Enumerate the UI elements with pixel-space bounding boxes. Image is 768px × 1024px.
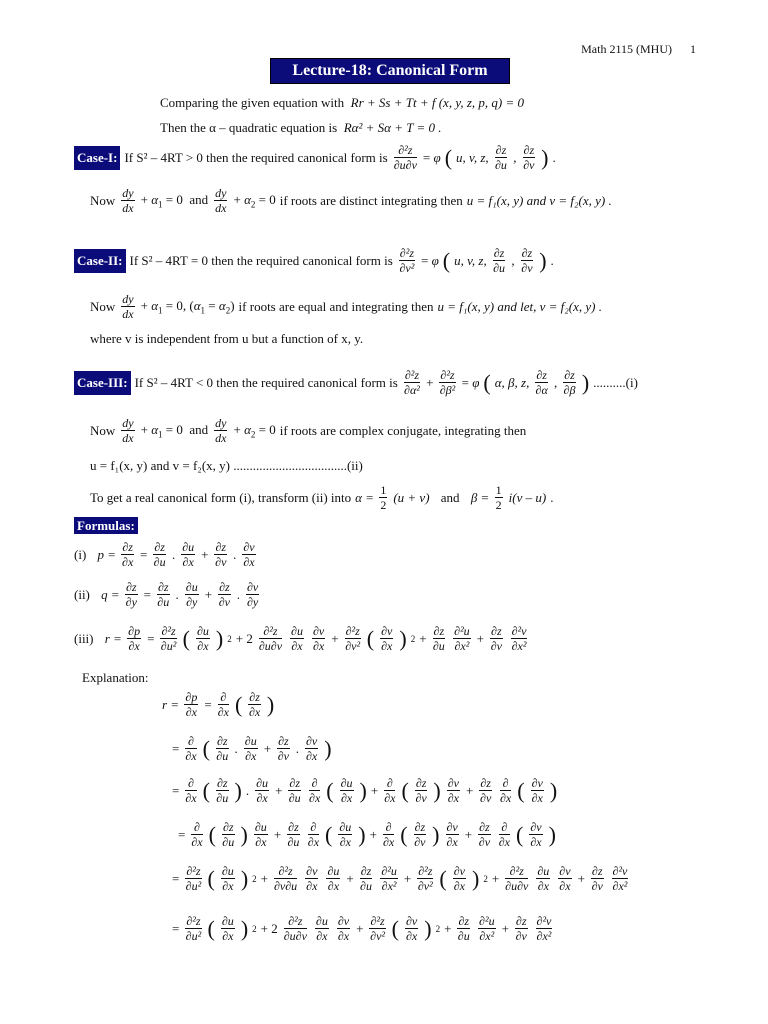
explanation-step-6: = $\frac{\text{∂²z}}{\text{∂u²}}$ ( $\frac{\partial u}{\partial x}$ ) 2 + 2 $\frac{\text{∂²z}}{\partial u\partial v}$ $\frac{\partial u}{\partial x}$ $\frac{\partial v}{\partial x}$ + $\frac{\text{∂²z}}{\text{∂v²}}$ ( $\frac{\partial v}{\partial x}$ ) 2 + $\frac{\partial z}{\partial u}$ $\frac{\text{∂²u}}{\text{∂x²}}$ + $\frac{\partial z}{\partial v}$ $\frac{\text{∂²v}}{\text{∂x²}}$ bbox=[172, 914, 552, 943]
formula-iii: (iii) r = $\frac{\partial p}{\partial x}$ = $\frac{\text{∂²z}}{\text{∂u²}}$ ( $\frac{\partial u}{\partial x}$ ) 2 + 2 $\frac{\text{∂²z}}{\partial u\partial v}$ $\frac{\partial u}{\partial x}$ $\frac{\partial v}{\partial x}$ + $\frac{\text{∂²z}}{\text{∂v²}}$ ( $\frac{\partial v}{\partial x}$ ) 2 + $\frac{\partial z}{\partial u}$ $\frac{\text{∂²u}}{\text{∂x²}}$ + $\frac{\partial z}{\partial v}$ $\frac{\text{∂²v}}{\text{∂x²}}$ bbox=[74, 624, 527, 653]
case-3-condition: If S² – 4RT < 0 then the required canonical form is bbox=[134, 374, 398, 390]
case-2-note: where v is independent from u but a function of x, y. bbox=[90, 331, 364, 346]
formula-i: (i) p = $\frac{\partial z}{\partial x}$ = $\frac{\partial z}{\partial u}$ . $\frac{\partial u}{\partial x}$ + $\frac{\partial z}{\partial v}$ . $\frac{\partial v}{\partial x}$ bbox=[74, 540, 255, 569]
case-3-label: Case-III: bbox=[74, 371, 131, 395]
general-equation: Rr + Ss + Tt + f (x, y, z, p, q) = 0 bbox=[350, 95, 525, 110]
formula-ii: (ii) q = $\frac{\partial z}{\partial y}$ = $\frac{\partial z}{\partial u}$ . $\frac{\partial u}{\partial y}$ + $\frac{\partial z}{\partial v}$ . $\frac{\partial v}{\partial y}$ bbox=[74, 580, 259, 609]
case-1-lhs: $\frac{\text{∂²z}}{\partial u\partial v}$ bbox=[393, 143, 417, 172]
case-1-now-row: Now $\frac{dy}{dx}$ + $\alpha_1 = 0$ and $\frac{dy}{dx}$ + $\alpha_2 = 0$ if roots are distinct integrating then u = f₁(x, y) and v = f₂(x, y) . bbox=[90, 186, 612, 215]
case-3-transform-row: To get a real canonical form (i), transform (ii) into α = $\frac{1}{2}$ (u + v) and β = $\frac{1}{2}$ i(v – u) . bbox=[90, 483, 554, 512]
explanation-step-1: r = $\frac{\partial p}{\partial x}$ = $\frac{\partial}{\partial x}$ ( $\frac{\partial z}{\partial x}$ ) bbox=[162, 690, 275, 719]
equation-tag-i: ..........(i) bbox=[593, 374, 638, 390]
case-3-row: Case-III: If S² – 4RT < 0 then the required canonical form is $\frac{\text{∂²z}}{\text{∂α²}}$ + $\frac{\text{∂²z}}{\text{∂β²}}$ = φ ( α, β, z, $\frac{\partial z}{\partial\alpha}$ , $\frac{\partial z}{\partial\beta}$ ) ..........(i) bbox=[74, 368, 638, 397]
case-2-result: u = f₁(x, y) and let, v = f₂(x, y) . bbox=[437, 298, 602, 314]
page-number: 1 bbox=[690, 42, 696, 56]
case-1-label: Case-I: bbox=[74, 146, 120, 170]
case-2-now-row: Now $\frac{dy}{dx}$ + $\alpha_1 = 0$, $(\alpha_1 = \alpha_2)$ if roots are equal and integrating then u = f₁(x, y) and let, v = f₂(x, y) . bbox=[90, 292, 602, 321]
quadratic-equation: Rα² + Sα + T = 0 . bbox=[343, 120, 442, 135]
case-3-now-row: Now $\frac{dy}{dx}$ + $\alpha_1 = 0$ and $\frac{dy}{dx}$ + $\alpha_2 = 0$ if roots are complex conjugate, integrating then bbox=[90, 416, 527, 445]
page-header bbox=[581, 42, 696, 57]
case-3-result: u = f₁(x, y) and v = f₂(x, y) ...................................(ii) bbox=[90, 458, 363, 473]
case-2-row: Case-II: If S² – 4RT = 0 then the required canonical form is $\frac{\text{∂²z}}{\text{∂v²}}$ = φ ( u, v, z, $\frac{\partial z}{\partial u}$ , $\frac{\partial z}{\partial v}$ ) . bbox=[74, 246, 554, 275]
explanation-step-4: = $\frac{\partial}{\partial x}$ ( $\frac{\partial z}{\partial u}$ ) $\frac{\partial u}{\partial x}$ + $\frac{\partial z}{\partial u}$ $\frac{\partial}{\partial x}$ ( $\frac{\partial u}{\partial x}$ ) + $\frac{\partial}{\partial x}$ ( $\frac{\partial z}{\partial v}$ ) $\frac{\partial v}{\partial x}$ + $\frac{\partial z}{\partial v}$ $\frac{\partial}{\partial x}$ ( $\frac{\partial v}{\partial x}$ ) bbox=[178, 820, 556, 849]
case-1-row: Case-I: If S² – 4RT > 0 then the required canonical form is $\frac{\text{∂²z}}{\partial u\partial v}$ = φ ( u, v, z, $\frac{\partial z}{\partial u}$ , $\frac{\partial z}{\partial v}$ ) . bbox=[74, 143, 556, 172]
case-2-label: Case-II: bbox=[74, 249, 126, 273]
lecture-title: Lecture-18: Canonical Form bbox=[270, 58, 510, 84]
explanation-step-5: = $\frac{\text{∂²z}}{\text{∂u²}}$ ( $\frac{\partial u}{\partial x}$ ) 2 + $\frac{\text{∂²z}}{\partial v\partial u}$ $\frac{\partial v}{\partial x}$ $\frac{\partial u}{\partial x}$ + $\frac{\partial z}{\partial u}$ $\frac{\text{∂²u}}{\text{∂x²}}$ + $\frac{\text{∂²z}}{\text{∂v²}}$ ( $\frac{\partial v}{\partial x}$ ) 2 + $\frac{\text{∂²z}}{\partial u\partial v}$ $\frac{\partial u}{\partial x}$ $\frac{\partial v}{\partial x}$ + $\frac{\partial z}{\partial v}$ $\frac{\text{∂²v}}{\text{∂x²}}$ bbox=[172, 864, 628, 893]
case-2-condition: If S² – 4RT = 0 then the required canonical form is bbox=[129, 252, 393, 268]
case-1-result: u = f₁(x, y) and v = f₂(x, y) . bbox=[466, 192, 612, 208]
intro-line-1: Comparing the given equation with Rr + Ss + Tt + f (x, y, z, p, q) = 0 bbox=[160, 95, 525, 110]
explanation-step-2: = $\frac{\partial}{\partial x}$ ( $\frac{\partial z}{\partial u}$ . $\frac{\partial u}{\partial x}$ + $\frac{\partial z}{\partial v}$ . $\frac{\partial v}{\partial x}$ ) bbox=[172, 734, 332, 763]
course-code: Math 2115 (MHU) bbox=[581, 42, 672, 56]
intro-line-2: Then the α – quadratic equation is Rα² + Sα + T = 0 . bbox=[160, 120, 442, 135]
explanation-heading: Explanation: bbox=[82, 670, 149, 685]
formulas-heading: Formulas: bbox=[74, 517, 138, 534]
explanation-step-3: = $\frac{\partial}{\partial x}$ ( $\frac{\partial z}{\partial u}$ ) . $\frac{\partial u}{\partial x}$ + $\frac{\partial z}{\partial u}$ $\frac{\partial}{\partial x}$ ( $\frac{\partial u}{\partial x}$ ) + $\frac{\partial}{\partial x}$ ( $\frac{\partial z}{\partial v}$ ) $\frac{\partial v}{\partial x}$ + $\frac{\partial z}{\partial v}$ $\frac{\partial}{\partial x}$ ( $\frac{\partial v}{\partial x}$ ) bbox=[172, 776, 558, 805]
case-1-condition: If S² – 4RT > 0 then the required canonical form is bbox=[124, 149, 388, 165]
